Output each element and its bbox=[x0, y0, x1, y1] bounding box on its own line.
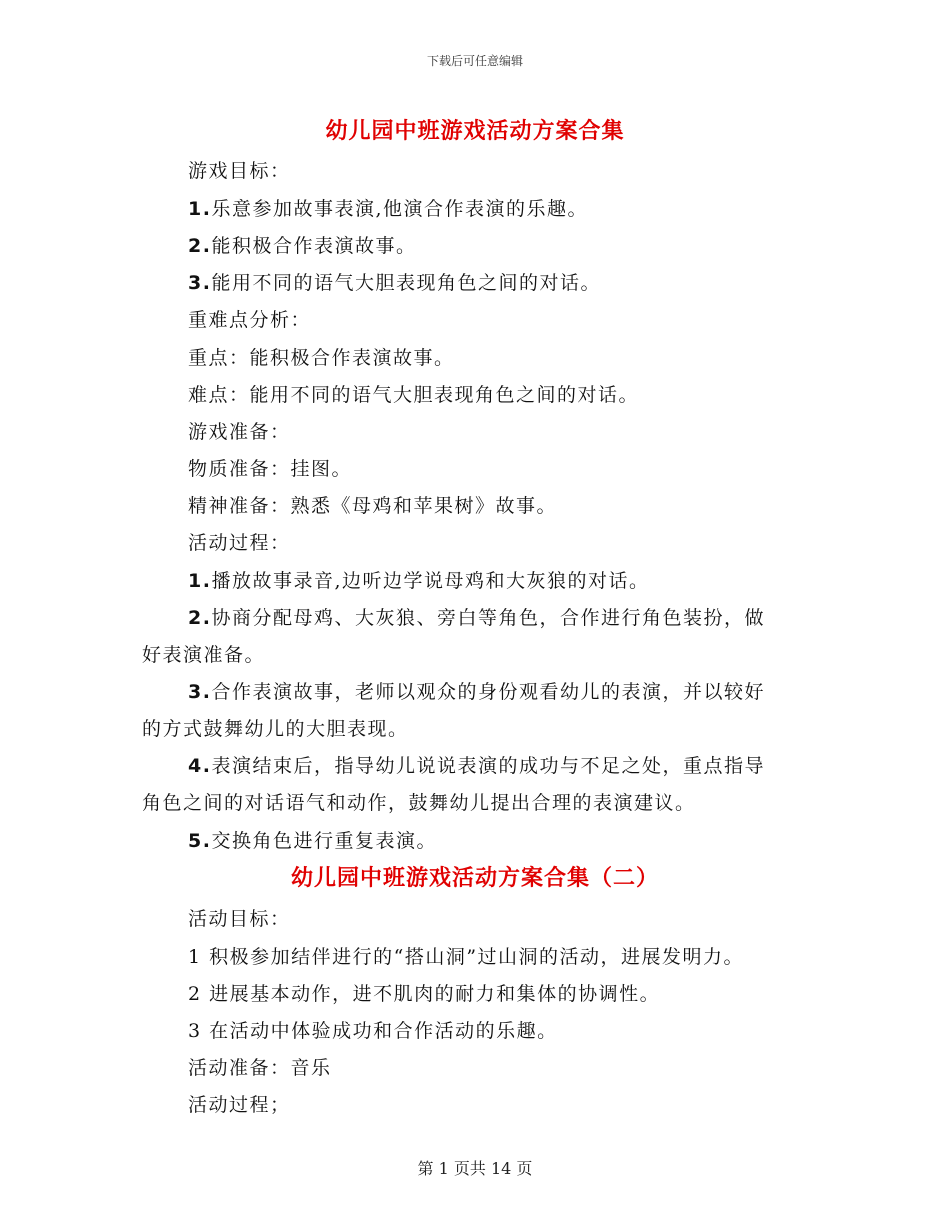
hard-point: 难点：能用不同的语气大胆表现角色之间的对话。 bbox=[188, 384, 640, 406]
step-1-number: 1. bbox=[188, 570, 212, 592]
step-3-line-2: 的方式鼓舞幼儿的大胆表现。 bbox=[142, 718, 409, 740]
section-2-goal-3: 3 在活动中体验成功和合作活动的乐趣。 bbox=[188, 1020, 558, 1042]
step-3-number: 3. bbox=[188, 681, 212, 703]
step-5-number: 5. bbox=[188, 830, 212, 852]
mental-prep: 精神准备：熟悉《母鸡和苹果树》故事。 bbox=[188, 495, 558, 517]
goal-item-1 bbox=[188, 194, 588, 221]
step-1 bbox=[188, 566, 650, 593]
step-4-line-1 bbox=[188, 751, 765, 778]
difficulty-heading: 重难点分析： bbox=[188, 309, 312, 331]
section-2-prep: 活动准备：音乐 bbox=[188, 1057, 332, 1079]
goal-item-3-number: 3. bbox=[188, 272, 212, 294]
step-3-text-1: 合作表演故事，老师以观众的身份观看幼儿的表演，并以较好 bbox=[211, 681, 765, 703]
step-2-number: 2. bbox=[188, 607, 212, 629]
page-footer: 第 1 页共 14 页 bbox=[417, 1159, 533, 1178]
goal-item-2 bbox=[188, 231, 416, 258]
section-2-goal-heading: 活动目标： bbox=[188, 908, 291, 930]
step-4-line-2: 角色之间的对话语气和动作，鼓舞幼儿提出合理的表演建议。 bbox=[142, 792, 696, 814]
step-2-line-1 bbox=[188, 603, 765, 630]
section-2-goal-2: 2 进展基本动作，进不肌肉的耐力和集体的协调性。 bbox=[188, 983, 661, 1005]
section-2-process-heading: 活动过程； bbox=[188, 1094, 291, 1116]
goal-item-2-text: 能积极合作表演故事。 bbox=[211, 235, 417, 257]
step-4-number: 4. bbox=[188, 755, 212, 777]
prep-heading: 游戏准备： bbox=[188, 421, 291, 443]
goal-item-2-number: 2. bbox=[188, 235, 212, 257]
goal-item-3-text: 能用不同的语气大胆表现角色之间的对话。 bbox=[211, 272, 601, 294]
section-2-goal-1: 1 积极参加结伴进行的“搭山洞”过山洞的活动，进展发明力。 bbox=[188, 946, 745, 968]
step-4-text-1: 表演结束后，指导幼儿说说表演的成功与不足之处，重点指导 bbox=[211, 755, 765, 777]
section-2-title: 幼儿园中班游戏活动方案合集（二） bbox=[290, 865, 659, 891]
step-2-text-1: 协商分配母鸡、大灰狼、旁白等角色，合作进行角色装扮，做 bbox=[211, 607, 765, 629]
step-3-line-1 bbox=[188, 677, 765, 704]
section-1-title: 幼儿园中班游戏活动方案合集 bbox=[325, 118, 625, 144]
goal-item-1-text: 乐意参加故事表演,他演合作表演的乐趣。 bbox=[211, 198, 588, 220]
page-header: 下载后可任意编辑 bbox=[426, 54, 523, 68]
goal-heading: 游戏目标： bbox=[188, 160, 291, 182]
key-point: 重点：能积极合作表演故事。 bbox=[188, 347, 455, 369]
goal-item-1-number: 1. bbox=[188, 198, 212, 220]
step-2-line-2: 好表演准备。 bbox=[142, 644, 266, 666]
step-5-text: 交换角色进行重复表演。 bbox=[211, 830, 437, 852]
material-prep: 物质准备：挂图。 bbox=[188, 458, 353, 480]
process-heading: 活动过程： bbox=[188, 532, 291, 554]
step-1-text: 播放故事录音,边听边学说母鸡和大灰狼的对话。 bbox=[211, 570, 650, 592]
step-5 bbox=[188, 826, 437, 853]
goal-item-3 bbox=[188, 268, 601, 295]
